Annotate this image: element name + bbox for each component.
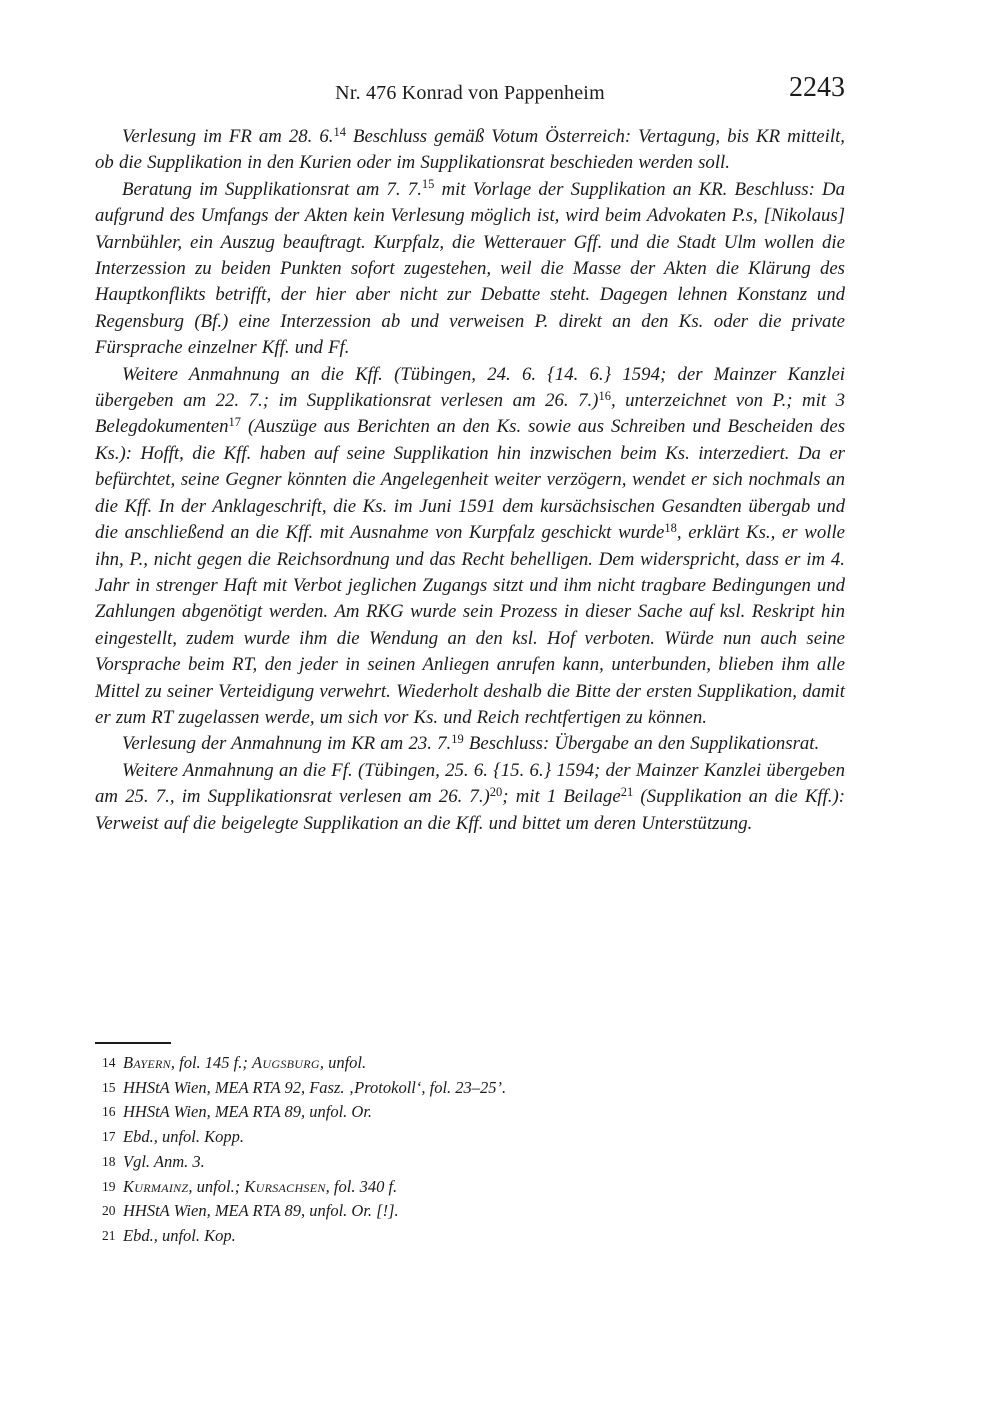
footnote-ref-19: 19 — [451, 731, 464, 746]
body-text — [95, 124, 845, 837]
footnote-text: HHStA Wien, MEA RTA 92, Fasz. ‚Protokoll‘, fol. 23–25’. — [123, 1077, 507, 1097]
footnote-number: 18 — [102, 1153, 116, 1169]
paragraph-beratung-supplikationsrat — [95, 177, 845, 362]
footnote-ref-17: 17 — [228, 414, 241, 429]
archive-name: Kursachsen — [244, 1176, 326, 1196]
footnote-text: Vgl. Anm. 3. — [123, 1151, 205, 1171]
footnote-18 — [95, 1150, 845, 1175]
text-run: Weitere Anmahnung an die Kff. (Tübingen, 24. 6. {14. 6.} 1594; der Mainzer Kanzlei übergeben am 22. 7.; im Supplikationsrat verlesen am 26. 7.) — [95, 363, 845, 412]
footnote-15 — [95, 1076, 845, 1101]
footnote-16 — [95, 1100, 845, 1125]
text-run: mit Vorlage der Supplikation an KR. Beschluss: Da aufgrund des Umfangs der Akten kein Verlesung möglich ist, wird beim Advokaten P.s, [Nikolaus] Varnbühler, ein Auszug beauftragt. Kurpfalz, die Wetterauer Gff. und die Stadt Ulm wollen die Interzession zu beiden Punkten sofort zugestehen, weil die Masse der Akten die Klärung des Hauptkonflikts betrifft, der hier aber nicht zur Debatte steht. Dagegen lehnen Konstanz und Regensburg (Bf.) eine Interzession ab und verweisen P. direkt an den Ks. oder die private Fürsprache einzelner Kff. und Ff. — [95, 178, 846, 359]
footnote-text: , unfol. — [319, 1053, 367, 1072]
footnote-20 — [95, 1199, 845, 1224]
text-run: Beratung im Supplikationsrat am 7. 7. — [122, 178, 422, 200]
archive-name: Augsburg — [252, 1053, 320, 1072]
text-run: Weitere Anmahnung an die Ff. (Tübingen, 25. 6. {15. 6.} 1594; der Mainzer Kanzlei übergeben am 25. 7., im Supplikationsrat verlesen am 26. 7.) — [95, 759, 845, 808]
paragraph-anmahnung-ff — [95, 758, 845, 837]
footnote-text: Ebd., unfol. Kop. — [123, 1225, 236, 1245]
footnote-ref-21: 21 — [620, 784, 634, 799]
footnote-text: , fol. 145 f.; — [170, 1053, 253, 1072]
footnote-text: HHStA Wien, MEA RTA 89, unfol. Or. [!]. — [123, 1201, 399, 1221]
footnotes-section — [95, 1042, 845, 1249]
footnote-17 — [95, 1125, 845, 1150]
text-run: Beschluss: Übergabe an den Supplikationsrat. — [463, 733, 820, 755]
footnote-text: HHStA Wien, MEA RTA 89, unfol. Or. — [123, 1102, 373, 1122]
text-run: , unterzeichnet von P.; mit 3 Belegdokumenten — [95, 390, 845, 438]
paragraph-verlesung-anmahnung-kr — [95, 731, 845, 757]
footnote-21 — [95, 1224, 845, 1249]
text-run: Verlesung der Anmahnung im KR am 23. 7. — [122, 733, 452, 755]
text-run: Beschluss gemäß Votum Österreich: Vertagung, bis KR mitteilt, ob die Supplikation in den Kurien oder im Supplikationsrat beschieden werden soll. — [95, 126, 845, 174]
footnote-number: 15 — [102, 1079, 116, 1095]
text-run: ; mit 1 Beilage — [502, 786, 621, 808]
footnote-19 — [95, 1175, 845, 1200]
text-run: (Supplikation an die Kff.): Verweist auf die beigelegte Supplikation an die Kff. und bittet um deren Unterstützung. — [95, 786, 845, 834]
footnote-ref-16: 16 — [598, 388, 611, 403]
text-run: (Auszüge aus Berichten an den Ks. sowie aus Schreiben und Bescheiden des Ks.): Hofft, die Kff. haben auf seine Supplikation hin inzwischen beim Ks. interzediert. Da er befürchtet, seine Gegner könnten die Angelegenheit weiter verzögern, wendet er sich nochmals an die Kff. In der Anklageschrift, die Ks. im Juni 1591 dem kursächsischen Gesandten übergab und die anschließend an die Kff. mit Ausnahme von Kurpfalz geschickt wurde — [95, 416, 845, 544]
paragraph-verlesung-fr — [95, 124, 845, 177]
footnote-ref-14: 14 — [333, 124, 346, 139]
archive-name: Kurmainz — [123, 1176, 189, 1196]
footnote-ref-18: 18 — [664, 520, 677, 535]
archive-name: Bayern — [123, 1053, 171, 1072]
footnote-number: 16 — [102, 1104, 116, 1120]
footnote-separator-rule — [95, 1042, 171, 1044]
text-run: , erklärt Ks., er wolle ihn, P., nicht gegen die Reichsordnung und das Recht behelligen. Dem widerspricht, dass er im 4. Jahr in strenger Haft mit Verbot jeglichen Zugangs sitzt und ihm nicht tragbare Bedingungen und Zahlungen abgenötigt werden. Am RKG wurde sein Prozess in dieser Sache auf ksl. Reskript hin eingestellt, zudem wurde ihm die Wendung an den ksl. Hof verboten. Würde nun auch seine Vorsprache beim RT, den jeder in seinen Anliegen anrufen kann, unterbunden, blieben ihm alle Mittel zu seiner Verteidigung verwehrt. Wiederholt deshalb die Bitte der ersten Supplikation, damit er zum RT zugelassen werde, um sich vor Ks. und Reich rechtfertigen zu können. — [95, 522, 846, 728]
footnote-number: 21 — [102, 1227, 116, 1243]
text-run: Verlesung im FR am 28. 6. — [122, 126, 334, 147]
footnote-number: 20 — [102, 1203, 116, 1219]
running-head — [95, 72, 845, 110]
footnote-text: , fol. 340 f. — [325, 1176, 398, 1196]
footnote-text: Ebd., unfol. Kopp. — [123, 1127, 245, 1147]
footnote-ref-15: 15 — [421, 177, 435, 192]
page-number: 2243 — [789, 72, 845, 103]
footnote-14 — [95, 1051, 845, 1076]
footnote-text: , unfol.; — [188, 1176, 245, 1196]
paragraph-anmahnung-kff — [95, 362, 845, 732]
footnote-number: 17 — [102, 1129, 116, 1145]
footnote-ref-20: 20 — [489, 784, 503, 799]
footnote-number: 14 — [102, 1055, 116, 1070]
running-head-title: Nr. 476 Konrad von Pappenheim — [335, 82, 605, 104]
footnote-number: 19 — [102, 1178, 116, 1194]
